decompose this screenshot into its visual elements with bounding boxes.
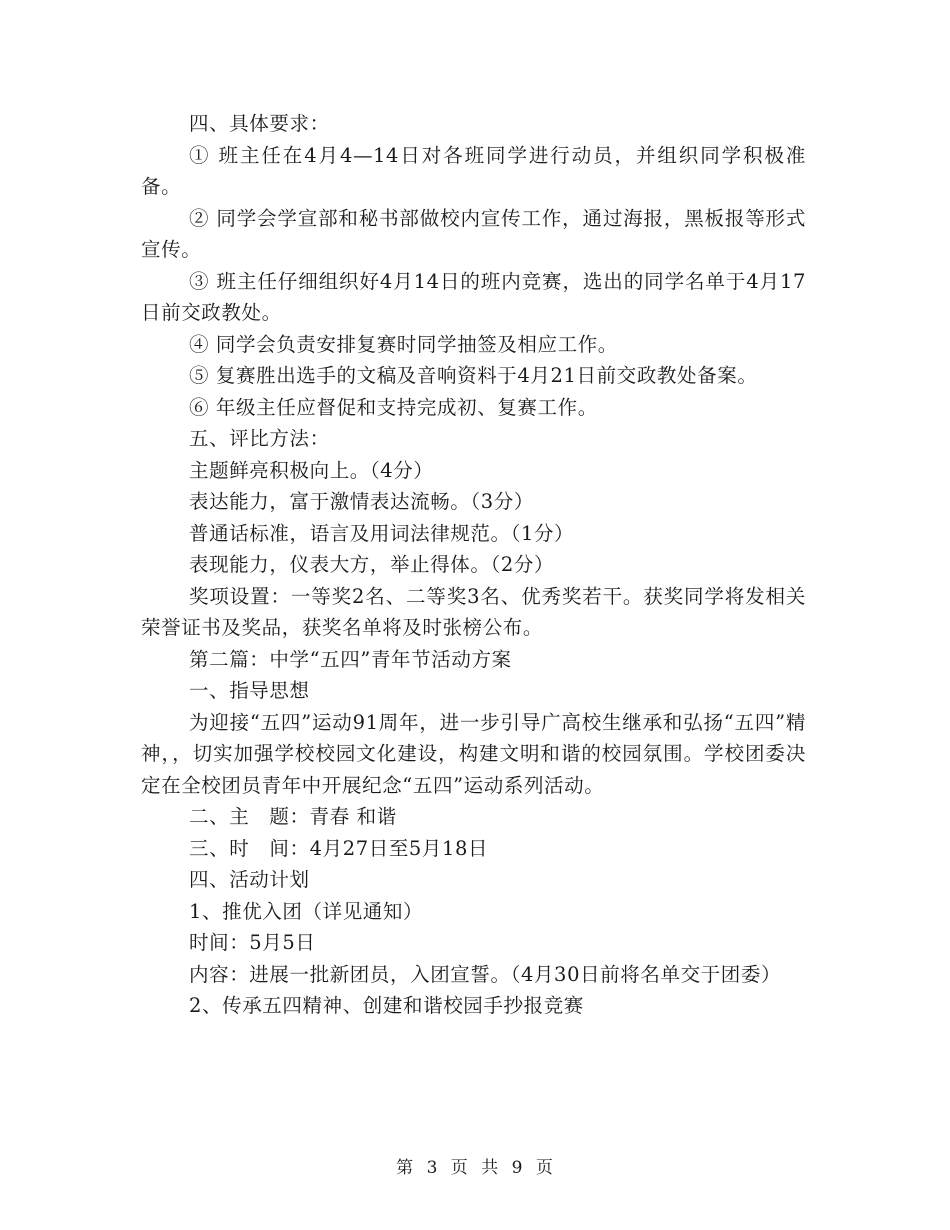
activity-2-title: 2、传承五四精神、创建和谐校园手抄报竞赛	[189, 994, 584, 1017]
theme-line: 二、主 题：青春 和谐	[189, 805, 397, 828]
scoring-item-theme: 主题鲜亮积极向上。（4分）	[189, 458, 434, 482]
page-footer: 第 3 页 共 9 页	[396, 1158, 554, 1178]
time-line: 三、时 间：4月27日至5月18日	[189, 836, 489, 860]
guiding-ideology-paragraph: 为迎接“五四”运动91周年，进一步引导广高校生继承和弘扬“五四”精神，，切实加强学校校园文化建设，构建文明和谐的校园氛围。学校团委决定在全校团员青年中开展纪念“五四”运动系列活动。	[141, 710, 806, 797]
requirement-item-2: ② 同学会学宣部和秘书部做校内宣传工作，通过海报，黑板报等形式宣传。	[141, 206, 806, 261]
document-body	[141, 108, 806, 1022]
requirement-item-6: ⑥ 年级主任应督促和支持完成初、复赛工作。	[189, 395, 598, 419]
awards-paragraph: 奖项设置：一等奖2名、二等奖3名、优秀奖若干。获奖同学将发相关荣誉证书及奖品，获奖名单将及时张榜公布。	[141, 584, 806, 639]
activity-1-title: 1、推优入团（详见通知）	[189, 899, 424, 923]
section-heading-activity-plan: 四、活动计划	[189, 868, 310, 891]
chapter-two-title: 第二篇：中学“五四”青年节活动方案	[189, 647, 512, 671]
requirement-item-1: ① 班主任在4月4—14日对各班同学进行动员，并组织同学积极准备。	[141, 143, 806, 198]
requirement-item-5: ⑤ 复赛胜出选手的文稿及音响资料于4月21日前交政教处备案。	[189, 364, 758, 387]
scoring-item-performance: 表现能力，仪表大方，举止得体。（2分）	[189, 553, 555, 576]
scoring-item-expression: 表达能力，富于激情表达流畅。（3分）	[189, 490, 534, 513]
scoring-item-mandarin: 普通话标准，语言及用词法律规范。（1分）	[189, 521, 575, 545]
section-heading-guiding-ideology: 一、指导思想	[189, 679, 310, 702]
activity-1-time: 时间：5月5日	[189, 931, 316, 954]
requirement-item-3: ③ 班主任仔细组织好4月14日的班内竞赛，选出的同学名单于4月17日前交政教处。	[141, 269, 806, 324]
activity-1-content: 内容：进展一批新团员，入团宣誓。（4月30日前将名单交于团委）	[189, 962, 782, 986]
requirement-item-4: ④ 同学会负责安排复赛时同学抽签及相应工作。	[189, 332, 618, 356]
section-heading-scoring: 五、评比方法：	[189, 427, 330, 450]
section-heading-requirements: 四、具体要求：	[189, 112, 330, 135]
